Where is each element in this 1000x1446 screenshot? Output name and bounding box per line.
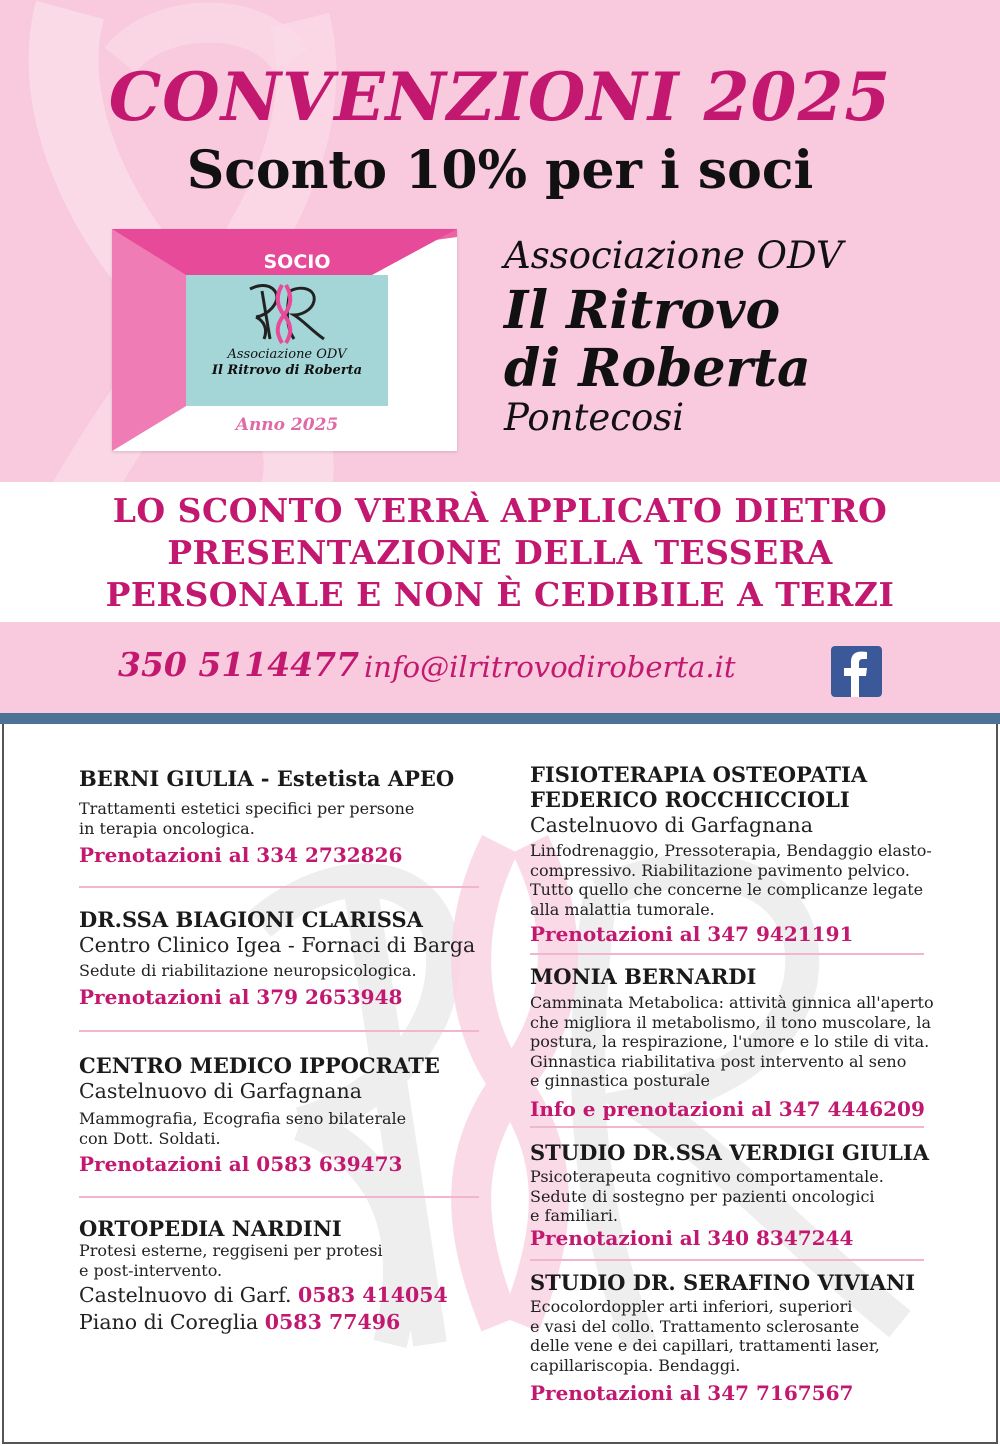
provider-title: FEDERICO ROCCHICCIOLI [530,787,850,812]
header-section [0,0,1000,482]
provider-desc: capillariscopia. Bendaggi. [530,1355,741,1375]
provider-phone[interactable]: Prenotazioni al 379 2653948 [79,984,403,1009]
card-year: Anno 2025 [235,415,339,435]
provider-ippocrate [79,1053,440,1176]
provider-phone[interactable]: 0583 77496 [264,1310,401,1334]
provider-desc: Tutto quello che concerne le complicanze legate [530,880,924,899]
provider-phone[interactable]: Prenotazioni al 340 8347244 [530,1225,854,1250]
provider-desc: e familiari. [530,1206,618,1225]
provider-title: BERNI GIULIA - Estetista APEO [79,766,455,791]
provider-location: Castelnuovo di Garf. [79,1283,292,1307]
provider-desc: delle vene e dei capillari, trattamenti laser, [530,1336,880,1355]
association-name [504,282,811,398]
provider-title: STUDIO DR.SSA VERDIGI GIULIA [530,1140,929,1165]
facebook-icon[interactable] [831,646,882,697]
provider-desc: e post-intervento. [79,1260,223,1280]
provider-desc: compressivo. Riabilitazione pavimento pelvico. [530,860,910,880]
association-type: Associazione ODV [504,234,843,277]
entry-separator [79,886,479,888]
provider-location-row [79,1309,448,1336]
provider-desc: Sedute di sostegno per pazienti oncologici [530,1186,875,1206]
page-title: CONVENZIONI 2025 [108,58,892,136]
provider-viviani [530,1270,915,1405]
provider-title: MONIA BERNARDI [530,964,757,989]
provider-biagioni [79,907,475,1009]
provider-rocchiccioli [530,762,932,946]
provider-nardini [79,1216,448,1336]
provider-desc: in terapia oncologica. [79,818,255,838]
provider-phone[interactable]: Prenotazioni al 0583 639473 [79,1152,403,1176]
notice-line: LO SCONTO VERRÀ APPLICATO DIETRO [112,491,888,530]
provider-phone[interactable]: 0583 414054 [298,1283,448,1307]
provider-desc: e ginnastica posturale [530,1071,710,1090]
entry-separator [530,1126,924,1128]
contact-email[interactable]: info@ilritrovodiroberta.it [364,650,736,684]
provider-phone[interactable]: Info e prenotazioni al 347 4446209 [530,1096,925,1121]
card-name: Il Ritrovo di Roberta [211,363,363,378]
provider-location: Piano di Coreglia [79,1310,259,1334]
entry-separator [530,1259,924,1261]
provider-desc: Trattamenti estetici specifici per persone [79,799,415,818]
provider-phone[interactable]: Prenotazioni al 347 7167567 [530,1381,854,1405]
provider-berni [79,766,454,867]
provider-phone[interactable]: Prenotazioni al 334 2732826 [79,843,403,867]
provider-desc: alla malattia tumorale. [530,899,715,919]
entry-separator [79,1030,479,1032]
provider-desc: che migliora il metabolismo, il tono muscolare, la [530,1012,932,1032]
provider-title: ORTOPEDIA NARDINI [79,1216,342,1241]
provider-desc: e vasi del collo. Trattamento sclerosante [530,1316,860,1336]
page-subtitle: Sconto 10% per i soci [186,140,814,201]
provider-desc: Ecocolordoppler arti inferiori, superiori [530,1297,853,1316]
card-label: SOCIO [263,251,331,273]
provider-desc: Sedute di riabilitazione neuropsicologica. [79,961,417,980]
provider-title: STUDIO DR. SERAFINO VIVIANI [530,1270,916,1295]
entry-separator [530,953,924,955]
provider-desc: con Dott. Soldati. [79,1128,221,1148]
provider-desc: Protesi esterne, reggiseni per protesi [79,1241,383,1260]
notice-line: PERSONALE E NON È CEDIBILE A TERZI [105,575,895,614]
provider-desc: Linfodrenaggio, Pressoterapia, Bendaggio elasto- [530,841,932,860]
discount-notice [0,490,1000,616]
provider-location: Castelnuovo di Garfagnana [530,813,813,837]
membership-card [112,229,457,451]
card-association: Associazione ODV [227,347,347,362]
provider-phone[interactable]: Prenotazioni al 347 9421191 [530,922,854,946]
provider-title: FISIOTERAPIA OSTEOPATIA [530,762,868,787]
provider-verdigi [530,1140,929,1250]
provider-location-row [79,1282,448,1309]
entry-separator [79,1196,479,1198]
provider-desc: Camminata Metabolica: attività ginnica all'aperto [530,993,934,1012]
provider-desc: Ginnastica riabilitativa post intervento al seno [530,1051,907,1071]
association-name-line-1: Il Ritrovo [504,280,781,341]
notice-line: PRESENTAZIONE DELLA TESSERA [167,533,833,572]
provider-title: CENTRO MEDICO IPPOCRATE [79,1053,440,1078]
association-name-line-2: di Roberta [504,338,811,399]
provider-location: Centro Clinico Igea - Fornaci di Barga [79,933,476,957]
provider-desc: Mammografia, Ecografia seno bilaterale [79,1109,407,1128]
card-logo-panel [186,275,388,406]
contact-phone[interactable]: 350 5114477 [118,645,360,684]
provider-bernardi [530,964,934,1121]
association-location: Pontecosi [504,396,685,439]
provider-title: DR.SSA BIAGIONI CLARISSA [79,907,423,932]
provider-location: Castelnuovo di Garfagnana [79,1079,362,1103]
rr-ribbon-logo-icon [242,281,332,347]
provider-desc: Psicoterapeuta cognitivo comportamentale. [530,1167,884,1186]
section-divider [0,713,1000,724]
provider-desc: postura, la respirazione, l'umore e lo stile di vita. [530,1032,930,1051]
